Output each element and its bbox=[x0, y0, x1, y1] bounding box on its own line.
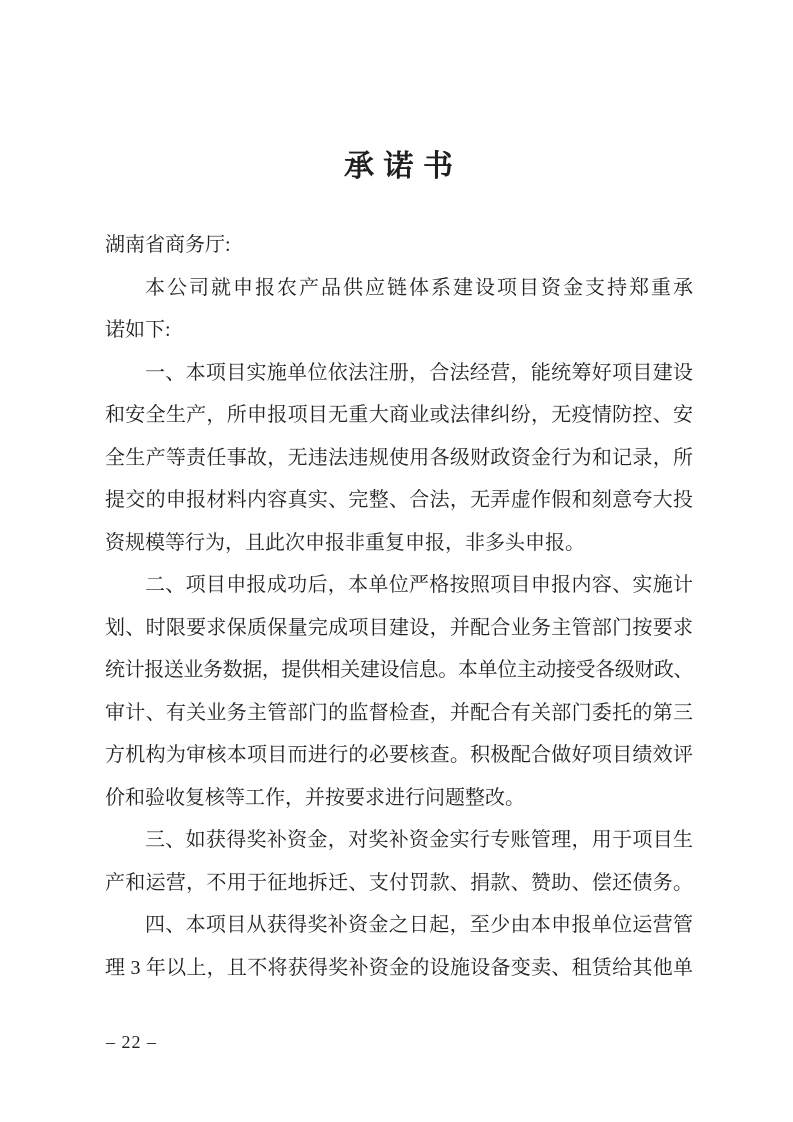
text-line: 诺如下: bbox=[105, 319, 171, 341]
text-line: 提交的申报材料内容真实、完整、合法，无弄虚作假和刻意夸大投 bbox=[105, 489, 693, 511]
text-line: 一、本项目实施单位依法注册，合法经营，能统筹好项目建设 bbox=[145, 361, 693, 384]
text-line: 价和验收复核等工作，并按要求进行问题整改。 bbox=[105, 786, 525, 809]
text-line: 划、时限要求保质保量完成项目建设，并配合业务主管部门按要求 bbox=[105, 616, 693, 639]
page-number: – 22 – bbox=[106, 1032, 157, 1052]
text-line: 和安全生产，所申报项目无重大商业或法律纠纷，无疫情防控、安 bbox=[105, 404, 693, 426]
text-line: 审计、有关业务主管部门的监督检查，并配合有关部门委托的第三 bbox=[105, 701, 693, 724]
text-line: 本公司就申报农产品供应链体系建设项目资金支持郑重承 bbox=[145, 276, 693, 299]
document-body bbox=[105, 224, 693, 989]
text-line: 产和运营，不用于征地拆迁、支付罚款、捐款、赞助、偿还债务。 bbox=[105, 871, 693, 894]
text-line: 湖南省商务厅: bbox=[105, 234, 231, 256]
text-line: 全生产等责任事故，无违法违规使用各级财政资金行为和记录，所 bbox=[105, 446, 693, 469]
page-title: 承 诺 书 bbox=[344, 150, 454, 183]
text-line: 方机构为审核本项目而进行的必要核查。积极配合做好项目绩效评 bbox=[105, 744, 693, 766]
text-line: 四、本项目从获得奖补资金之日起，至少由本申报单位运营管 bbox=[145, 914, 693, 936]
text-line: 资规模等行为，且此次申报非重复申报，非多头申报。 bbox=[105, 531, 585, 554]
text-line: 统计报送业务数据，提供相关建设信息。本单位主动接受各级财政、 bbox=[105, 659, 693, 681]
text-line: 三、如获得奖补资金，对奖补资金实行专账管理，用于项目生 bbox=[145, 829, 693, 851]
text-line: 二、项目申报成功后，本单位严格按照项目申报内容、实施计 bbox=[145, 574, 693, 596]
text-line: 理 3 年以上，且不将获得奖补资金的设施设备变卖、租赁给其他单 bbox=[105, 956, 693, 979]
